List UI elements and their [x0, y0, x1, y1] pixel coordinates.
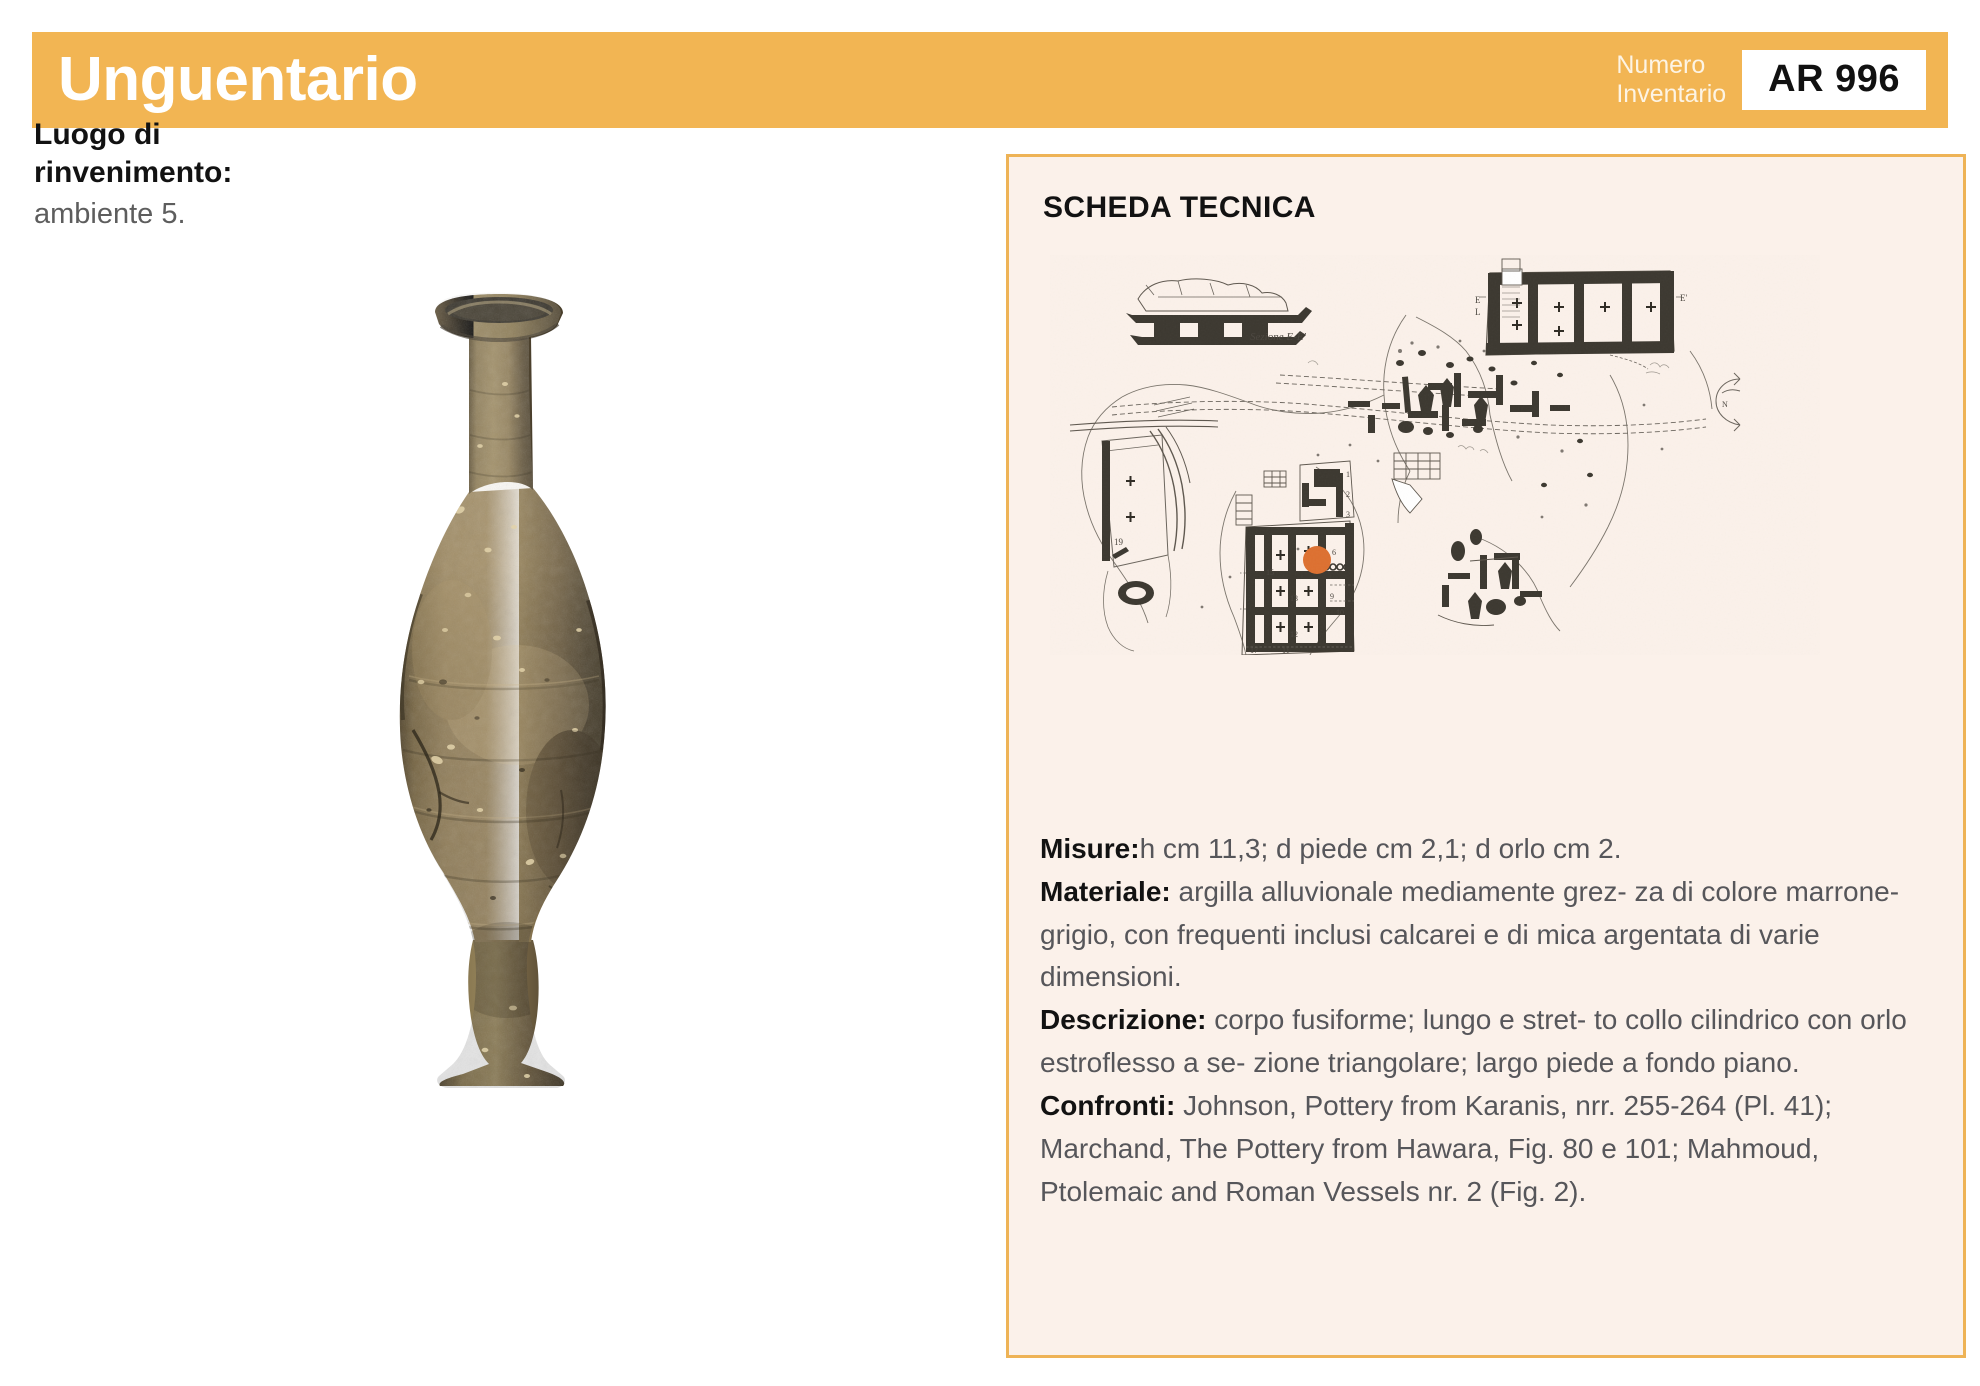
inventory-label — [1616, 51, 1726, 110]
room-number-17: 17 — [1250, 646, 1258, 655]
technical-details — [1006, 828, 1966, 1213]
room-number-1: 1 — [1346, 470, 1350, 479]
room-number-11: 11 — [1282, 646, 1290, 655]
svg-text:E: E — [1475, 295, 1481, 305]
detail-label-confronti: Confronti: — [1040, 1089, 1176, 1121]
unguentario-illustration — [317, 250, 677, 1150]
detail-text-confronti: Johnson, Pottery from Karanis, nrr. 255-264 (Pl. 41); Marchand, The Pottery from Hawara, Fig. 80 e 101; Mahmoud, Ptolemaic and Roman Vessels nr. 2 (Fig. 2). — [1040, 1089, 1833, 1207]
detail-label-misure: Misure: — [1040, 833, 1140, 864]
inventory-label-line1: Numero — [1616, 50, 1706, 79]
room-number-10: 10 — [1336, 608, 1344, 617]
section-label: Sezione E-E' — [1250, 331, 1306, 343]
vessel-surface-texture — [317, 250, 677, 1150]
detail-confronti — [1040, 1085, 1932, 1213]
findspot-block — [34, 116, 364, 234]
site-plan-drawing — [1050, 255, 1820, 655]
svg-text:E': E' — [1680, 293, 1688, 303]
inventory-number-badge: AR 996 — [1742, 50, 1926, 110]
room-number-19: 19 — [1114, 537, 1123, 547]
archaeological-site-plan — [1050, 255, 1820, 655]
detail-misure — [1040, 828, 1932, 871]
room-number-6: 6 — [1332, 548, 1336, 557]
svg-text:N: N — [1722, 400, 1728, 409]
unguentario-photograph — [317, 250, 677, 1150]
page-header — [32, 32, 1948, 128]
artifact-photo-area — [32, 150, 962, 1250]
panel-heading: SCHEDA TECNICA — [1043, 191, 1316, 224]
detail-descrizione — [1040, 999, 1932, 1085]
room-number-3: 3 — [1346, 510, 1350, 519]
detail-text-materiale: argilla alluvionale mediamente grez- za di colore marrone-grigio, con frequenti inclusi calcarei e di mica argentata di varie dimensioni. — [1040, 875, 1900, 993]
room-number-12: 12 — [1290, 630, 1298, 639]
detail-label-descrizione: Descrizione: — [1040, 1004, 1207, 1036]
findspot-label: Luogo di rinvenimento: — [34, 118, 233, 190]
svg-text:L: L — [1475, 307, 1481, 317]
room-number-15: 15 — [1266, 568, 1274, 577]
detail-text-misure: h cm 11,3; d piede cm 2,1; d orlo cm 2. — [1139, 833, 1622, 864]
detail-label-materiale: Materiale: — [1040, 875, 1171, 907]
page-title: Unguentario — [58, 45, 418, 114]
inventory-label-line2: Inventario — [1616, 80, 1727, 108]
room-number-2: 2 — [1346, 490, 1350, 499]
detail-materiale — [1040, 871, 1932, 999]
room-number-9: 9 — [1330, 592, 1334, 601]
inventory-block — [1616, 50, 1926, 110]
room-number-13: 13 — [1290, 594, 1298, 603]
findspot-value: ambiente 5. — [34, 197, 186, 230]
detail-text-descrizione: corpo fusiforme; lungo e stret- to collo cilindrico con orlo estroflesso a se- zione triangolare; largo piede a fondo piano. — [1040, 1004, 1907, 1079]
